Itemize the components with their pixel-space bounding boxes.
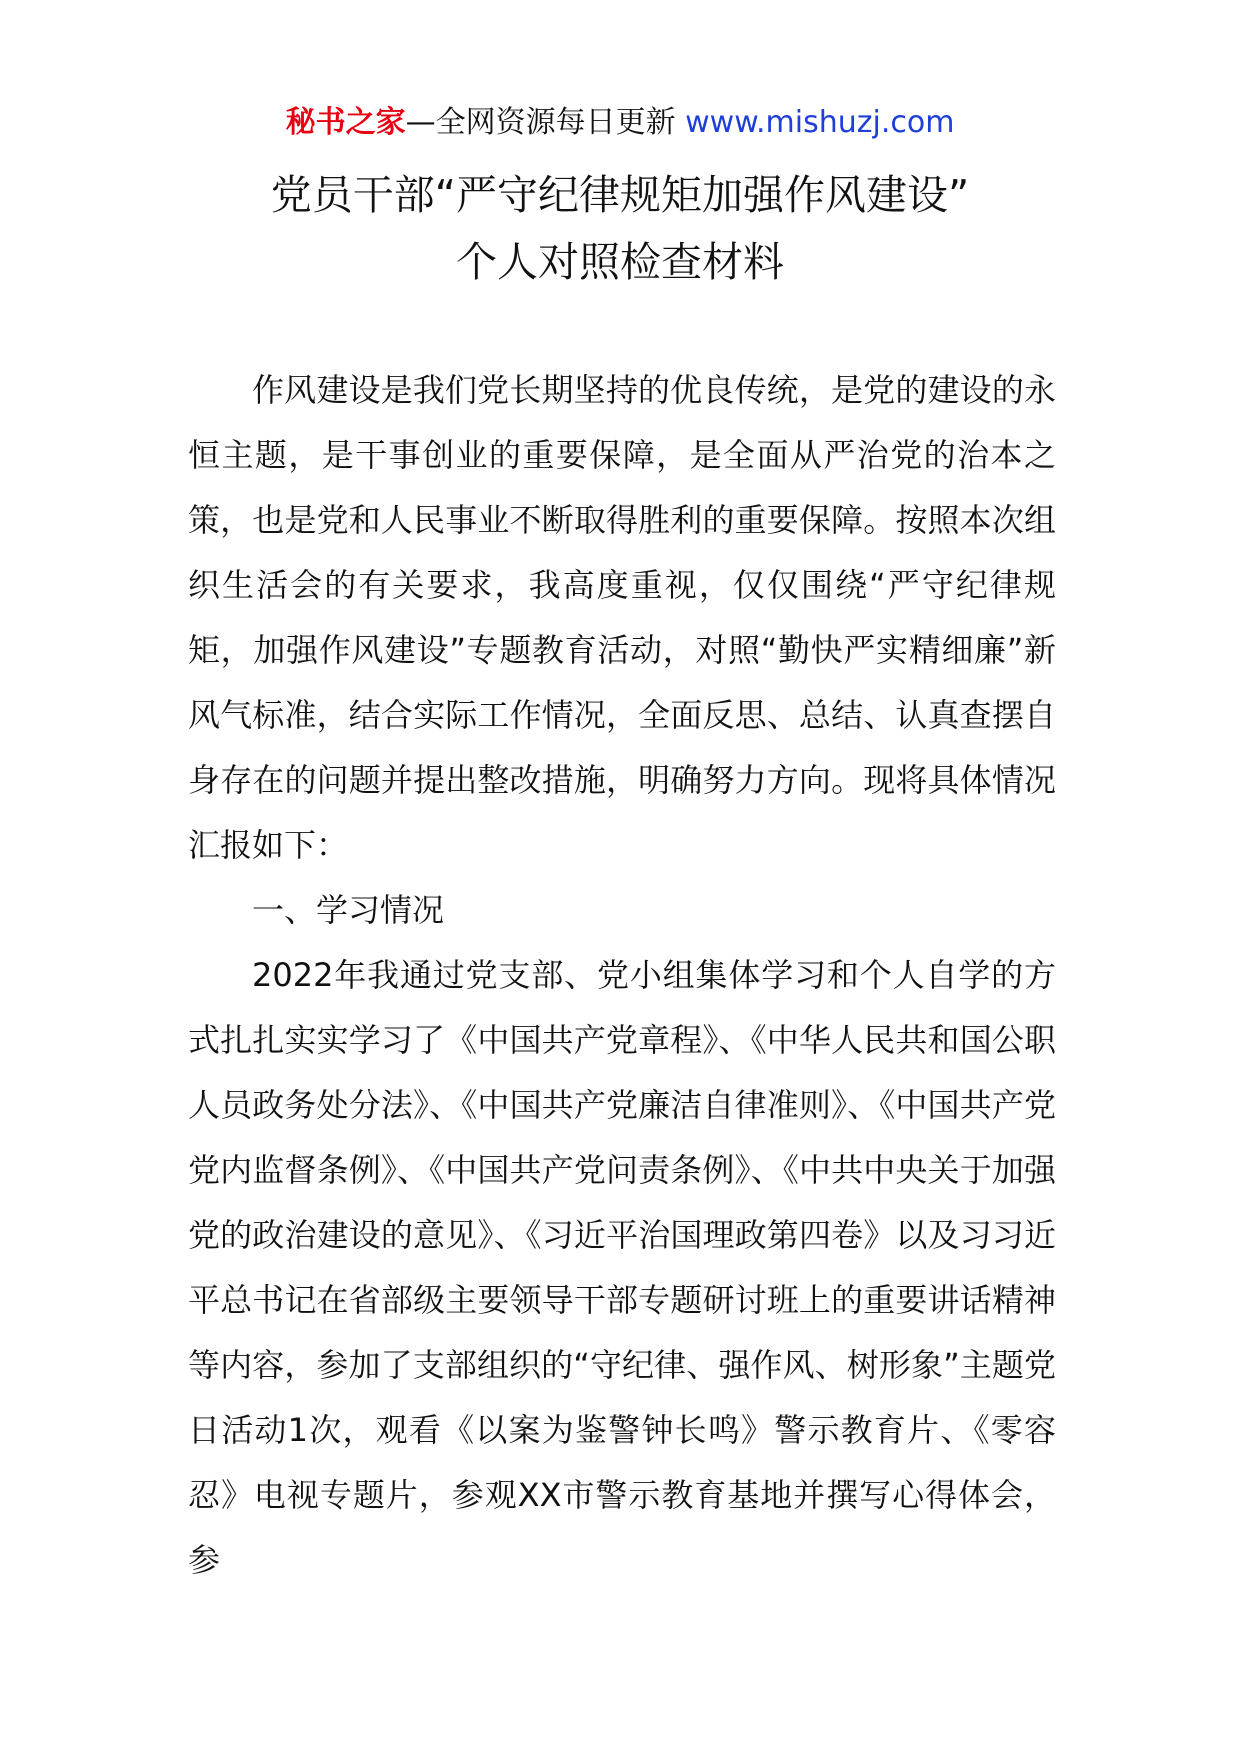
brand-name: 秘书之家	[285, 105, 406, 140]
document-title-line-1: 党员干部“严守纪律规矩加强作风建设”	[270, 171, 970, 219]
site-url-link[interactable]: www.mishuzj.com	[685, 105, 955, 140]
header-tagline: —全网资源每日更新	[405, 105, 686, 140]
document-body	[188, 358, 1056, 1593]
intro-paragraph: 作风建设是我们党长期坚持的优良传统，是党的建设的永恒主题，是干事创业的重要保障，是全面从严治党的治本之策，也是党和人民事业不断取得胜利的重要保障。按照本次组织生活会的有关要求，我高度重视，仅仅围绕“严守纪律规矩，加强作风建设”专题教育活动，对照“勤快严实精细廉”新风气标准，结合实际工作情况，全面反思、总结、认真查摆自身存在的问题并提出整改措施，明确努力方向。现将具体情况汇报如下：	[188, 371, 1056, 864]
site-header	[0, 100, 1240, 146]
section-heading-study: 一、学习情况	[252, 891, 445, 929]
document-title-line-2: 个人对照检查材料	[456, 238, 784, 286]
study-paragraph: 2022年我通过党支部、党小组集体学习和个人自学的方式扎扎实实学习了《中国共产党章程》、《中华人民共和国公职人员政务处分法》、《中国共产党廉洁自律准则》、《中国共产党党内监督条例》、《中国共产党问责条例》、《中共中央关于加强党的政治建设的意见》、《习近平治国理政第四卷》以及习习近平总书记在省部级主要领导干部专题研讨班上的重要讲话精神等内容，参加了支部组织的“守纪律、强作风、树形象”主题党日活动1次，观看《以案为鉴警钟长鸣》警示教育片、《零容忍》电视专题片，参观XX市警示教育基地并撰写心得体会，参	[188, 956, 1056, 1579]
